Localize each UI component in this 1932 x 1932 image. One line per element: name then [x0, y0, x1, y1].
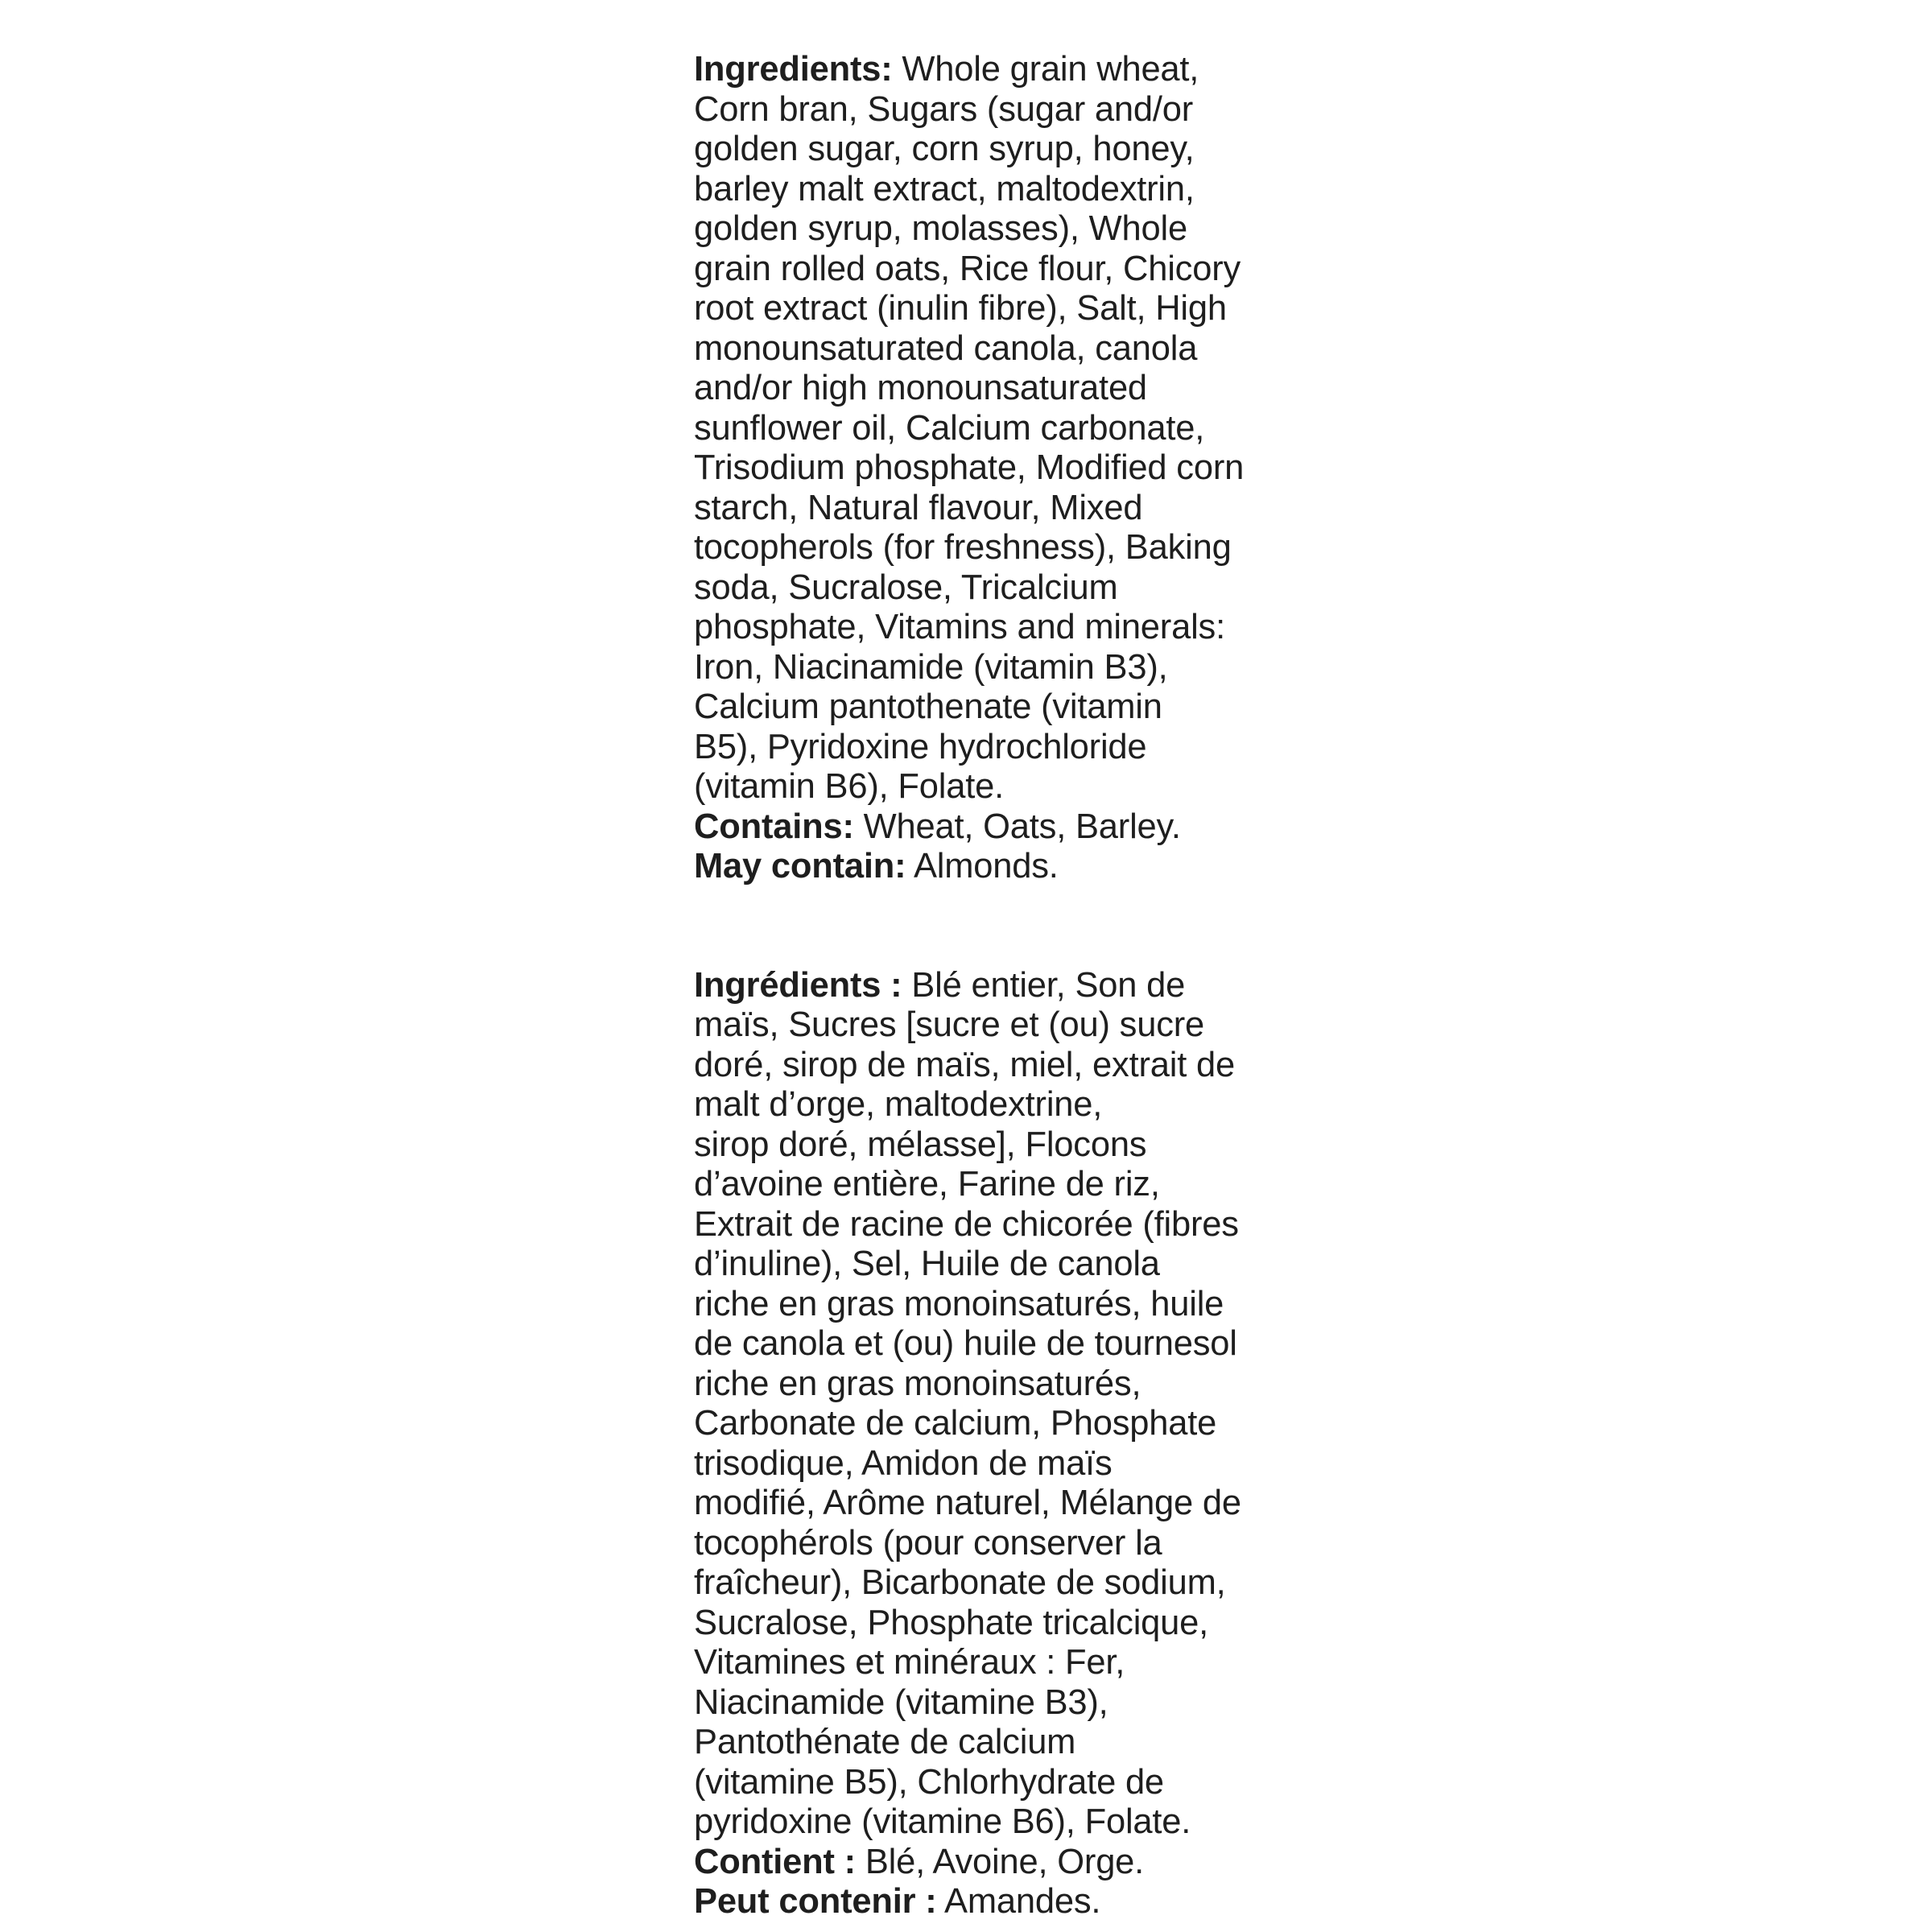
french-contains-text: Blé, Avoine, Orge. — [855, 1842, 1145, 1881]
french-ingredients-line: d’avoine entière, Farine de riz, — [694, 1165, 1160, 1203]
english-may-contain-heading: May contain: — [694, 847, 906, 886]
french-ingredients-line: d’inuline), Sel, Huile de canola — [694, 1245, 1160, 1283]
english-ingredients-line: monounsaturated canola, canola — [694, 328, 1198, 368]
english-ingredients-line-1 — [694, 50, 1306, 90]
french-ingredients-line: Niacinamide (vitamine B3), — [694, 1682, 1108, 1722]
english-ingredients-line: (vitamin B6), Folate. — [694, 767, 1005, 806]
french-ingredients-line-1 — [694, 966, 1306, 1006]
english-ingredients-line: golden sugar, corn syrup, honey, — [694, 130, 1195, 168]
english-ingredients-line: barley malt extract, maltodextrin, — [694, 169, 1195, 208]
french-ingredients-line: Extrait de racine de chicorée (fibres — [694, 1204, 1239, 1244]
english-ingredients-line: Iron, Niacinamide (vitamin B3), — [694, 647, 1168, 687]
english-ingredients-heading: Ingredients: — [694, 50, 893, 89]
french-ingredients-line: Carbonate de calcium, Phosphate — [694, 1404, 1217, 1443]
english-ingredients-line: Corn bran, Sugars (sugar and/or — [694, 89, 1194, 129]
english-ingredients-line: starch, Natural flavour, Mixed — [694, 488, 1143, 527]
french-may-contain-text: Amandes. — [936, 1882, 1101, 1921]
french-contains-line — [694, 1843, 1306, 1883]
english-contains-line — [694, 807, 1306, 848]
french-may-contain-heading: Peut contenir : — [694, 1882, 937, 1921]
french-ingredients-block — [694, 966, 1306, 1922]
french-ingredients-line: fraîcheur), Bicarbonate de sodium, — [694, 1563, 1226, 1602]
english-ingredients-line: and/or high monounsaturated — [694, 369, 1147, 407]
english-ingredients-line: Trisodium phosphate, Modified corn — [694, 448, 1245, 487]
french-ingredients-line: riche en gras monoinsaturés, huile — [694, 1284, 1224, 1323]
english-contains-heading: Contains: — [694, 807, 854, 846]
english-ingredients-line: tocopherols (for freshness), Baking — [694, 528, 1232, 567]
french-ingredients-line: Sucralose, Phosphate tricalcique, — [694, 1603, 1209, 1642]
french-ingredients-line: trisodique, Amidon de maïs — [694, 1443, 1113, 1483]
french-ingredients-line: Pantothénate de calcium — [694, 1723, 1076, 1761]
french-ingredients-line: (vitamine B5), Chlorhydrate de — [694, 1762, 1164, 1802]
french-ingredients-line: maïs, Sucres [sucre et (ou) sucre — [694, 1005, 1205, 1044]
french-ingredients-line: sirop doré, mélasse], Flocons — [694, 1125, 1147, 1164]
english-ingredients-line: phosphate, Vitamins and minerals: — [694, 608, 1225, 646]
french-contains-heading: Contient : — [694, 1842, 856, 1881]
french-ingredients-line: modifié, Arôme naturel, Mélange de — [694, 1484, 1241, 1522]
english-may-contain-line — [694, 847, 1306, 887]
english-contains-text: Wheat, Oats, Barley. — [853, 807, 1181, 846]
ingredients-label-panel — [694, 50, 1306, 1922]
english-ingredients-line: root extract (inulin fibre), Salt, High — [694, 289, 1227, 328]
english-ingredients-line: sunflower oil, Calcium carbonate, — [694, 408, 1205, 448]
english-ingredients-text: Whole grain wheat, — [892, 50, 1199, 89]
english-ingredients-line: golden syrup, molasses), Whole — [694, 209, 1187, 248]
french-ingredients-line: tocophérols (pour conserver la — [694, 1523, 1162, 1563]
french-ingredients-text: Blé entier, Son de — [902, 965, 1186, 1005]
french-ingredients-line: doré, sirop de maïs, miel, extrait de — [694, 1045, 1235, 1084]
french-ingredients-line: riche en gras monoinsaturés, — [694, 1364, 1141, 1403]
french-ingredients-line: pyridoxine (vitamine B6), Folate. — [694, 1802, 1191, 1841]
english-ingredients-line: Calcium pantothenate (vitamin — [694, 687, 1162, 726]
english-ingredients-line: B5), Pyridoxine hydrochloride — [694, 727, 1147, 766]
french-ingredients-heading: Ingrédients : — [694, 965, 902, 1005]
english-may-contain-text: Almonds. — [906, 847, 1059, 886]
french-ingredients-line: malt d’orge, maltodextrine, — [694, 1085, 1103, 1124]
french-may-contain-line — [694, 1882, 1306, 1922]
english-ingredients-block — [694, 50, 1306, 887]
french-ingredients-line: de canola et (ou) huile de tournesol — [694, 1324, 1237, 1363]
english-ingredients-line: soda, Sucralose, Tricalcium — [694, 568, 1118, 607]
english-ingredients-line: grain rolled oats, Rice flour, Chicory — [694, 249, 1241, 288]
french-ingredients-line: Vitamines et minéraux : Fer, — [694, 1643, 1125, 1682]
